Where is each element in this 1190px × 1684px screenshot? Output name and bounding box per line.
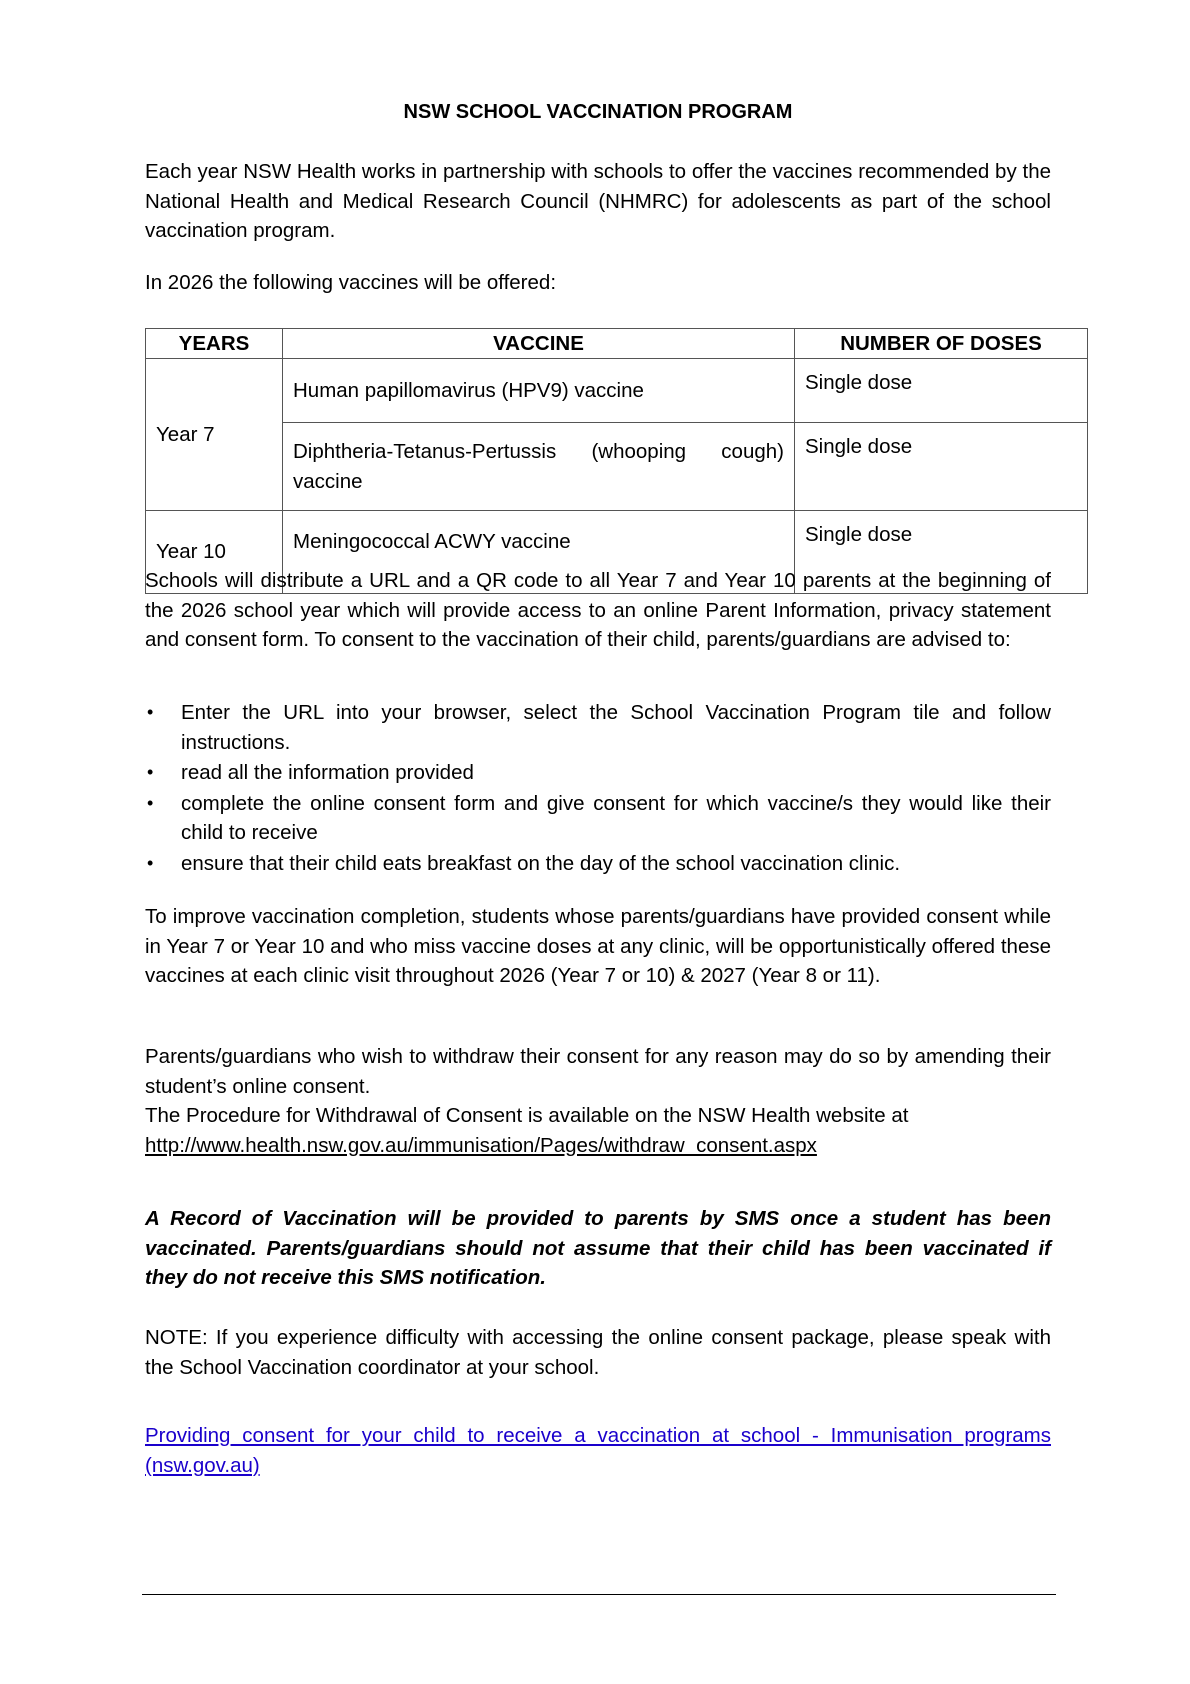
- lead-paragraph: In 2026 the following vaccines will be offered:: [145, 271, 557, 294]
- doses-cell: Single dose: [795, 359, 1088, 423]
- vaccine-cell: Meningococcal ACWY vaccine: [283, 511, 795, 594]
- doses-cell: Single dose: [795, 511, 1088, 594]
- intro-paragraph: Each year NSW Health works in partnership with schools to offer the vaccines recommended by the National Health and Medical Research Council (NHMRC) for adolescents as part of the school vaccination program.: [145, 160, 1051, 242]
- table-row: [146, 359, 1088, 423]
- table-header-row: [146, 329, 1088, 359]
- withdraw-procedure-text: The Procedure for Withdrawal of Consent is available on the NSW Health website at: [145, 1104, 909, 1127]
- record-notice: A Record of Vaccination will be provided to parents by SMS once a student has been vaccinated. Parents/guardians should not assume that their child has been vaccinated if they do not receive this SMS notification.: [145, 1207, 1051, 1289]
- list-item-text: ensure that their child eats breakfast on the day of the school vaccination clinic.: [181, 851, 901, 875]
- vaccine-cell: Diphtheria-Tetanus-Pertussis (whooping cough) vaccine: [283, 423, 795, 511]
- note-paragraph: NOTE: If you experience difficulty with accessing the online consent package, please speak with the School Vaccination coordinator at your school.: [145, 1326, 1051, 1379]
- improve-paragraph: To improve vaccination completion, students whose parents/guardians have provided consent while in Year 7 or Year 10 and who miss vaccine doses at any clinic, will be opportunistically offered these vaccines at each clinic visit throughout 2026 (Year 7 or 10) & 2027 (Year 8 or 11).: [145, 905, 1051, 987]
- list-item: [145, 758, 1051, 788]
- doses-cell: Single dose: [795, 423, 1088, 511]
- instruction-list: [145, 698, 1051, 879]
- bullet-icon: •: [147, 852, 154, 873]
- vaccine-cell: Human papillomavirus (HPV9) vaccine: [283, 359, 795, 423]
- footer-divider: [142, 1594, 1056, 1595]
- consent-info-paragraph: [145, 1421, 1051, 1480]
- vaccine-table: [145, 328, 1088, 594]
- header-doses: NUMBER OF DOSES: [795, 329, 1088, 359]
- withdraw-section: [145, 1042, 1051, 1160]
- list-item-text: read all the information provided: [181, 761, 474, 784]
- list-item-text: complete the online consent form and give consent for which vaccine/s they would like their child to receive: [181, 791, 1051, 844]
- list-item: [145, 849, 1051, 879]
- list-item-text: Enter the URL into your browser, select the School Vaccination Program tile and follow instructions.: [181, 701, 1051, 754]
- years-cell: Year 7: [146, 359, 283, 511]
- withdraw-url-link[interactable]: http://www.health.nsw.gov.au/immunisation/Pages/withdraw_consent.aspx: [145, 1133, 817, 1157]
- bullet-icon: •: [147, 762, 154, 782]
- header-vaccine: VACCINE: [283, 329, 795, 359]
- years-cell: Year 10: [146, 511, 283, 594]
- consent-info-link[interactable]: Providing consent for your child to receive a vaccination at school - Immunisation programs (nsw.gov.au): [145, 1424, 1051, 1477]
- withdraw-text: Parents/guardians who wish to withdraw their consent for any reason may do so by amending their student’s online consent.: [145, 1045, 1051, 1098]
- list-item: [145, 789, 1051, 848]
- header-years: YEARS: [146, 329, 283, 359]
- distribution-paragraph: Schools will distribute a URL and a QR code to all Year 7 and Year 10 parents at the beginning of the 2026 school year which will provide access to an online Parent Information, privacy statement and consent form. To consent to the vaccination of their child, parents/guardians are advised to:: [145, 569, 1051, 651]
- bullet-icon: •: [147, 792, 154, 813]
- document-title: NSW SCHOOL VACCINATION PROGRAM: [403, 101, 793, 123]
- list-item: [145, 698, 1051, 757]
- table-row: [146, 423, 1088, 511]
- bullet-icon: •: [147, 702, 154, 722]
